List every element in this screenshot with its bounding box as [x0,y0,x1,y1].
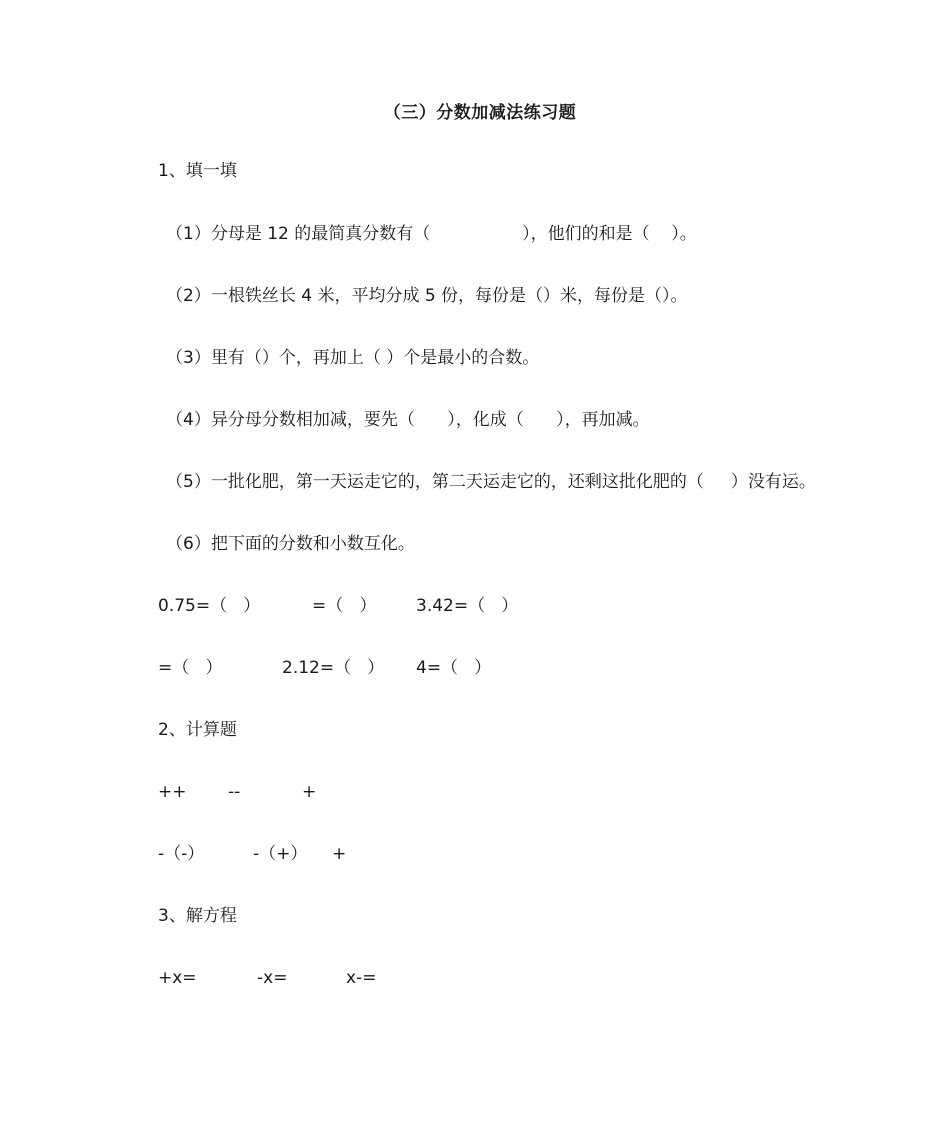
question-1-1: （1）分母是 12 的最简真分数有（ ），他们的和是（ ）。 [166,224,697,244]
equation-item: +x= [158,968,197,988]
conversion-item: 0.75=（ ） [158,596,261,616]
page-title: （三）分数加减法练习题 [383,103,577,123]
question-1-6: （6）把下面的分数和小数互化。 [166,534,415,554]
calculation-item: -- [228,782,241,802]
question-1-4: （4）异分母分数相加减，要先（ ），化成（ ），再加减。 [166,410,650,430]
conversion-item: =（ ） [312,596,377,616]
section-1-heading: 1、填一填 [158,161,237,181]
calculation-item: -（+） [253,844,308,864]
calculation-item: + [302,782,317,802]
calculation-item: -（-） [158,844,205,864]
section-3-heading: 3、解方程 [158,906,237,926]
equation-item: x-= [346,968,377,988]
question-1-2: （2）一根铁丝长 4 米，平均分成 5 份，每份是（）米，每份是（）。 [166,286,688,306]
question-1-3: （3）里有（）个，再加上（ ）个是最小的合数。 [166,348,540,368]
calculation-item: ++ [158,782,187,802]
calculation-item: + [332,844,347,864]
equation-item: -x= [257,968,288,988]
conversion-item: 4=（ ） [416,658,492,678]
question-1-5: （5）一批化肥，第一天运走它的，第二天运走它的，还剩这批化肥的（ ）没有运。 [166,472,816,492]
conversion-item: 3.42=（ ） [416,596,519,616]
section-2-heading: 2、计算题 [158,720,237,740]
conversion-item: =（ ） [158,658,223,678]
conversion-item: 2.12=（ ） [282,658,385,678]
